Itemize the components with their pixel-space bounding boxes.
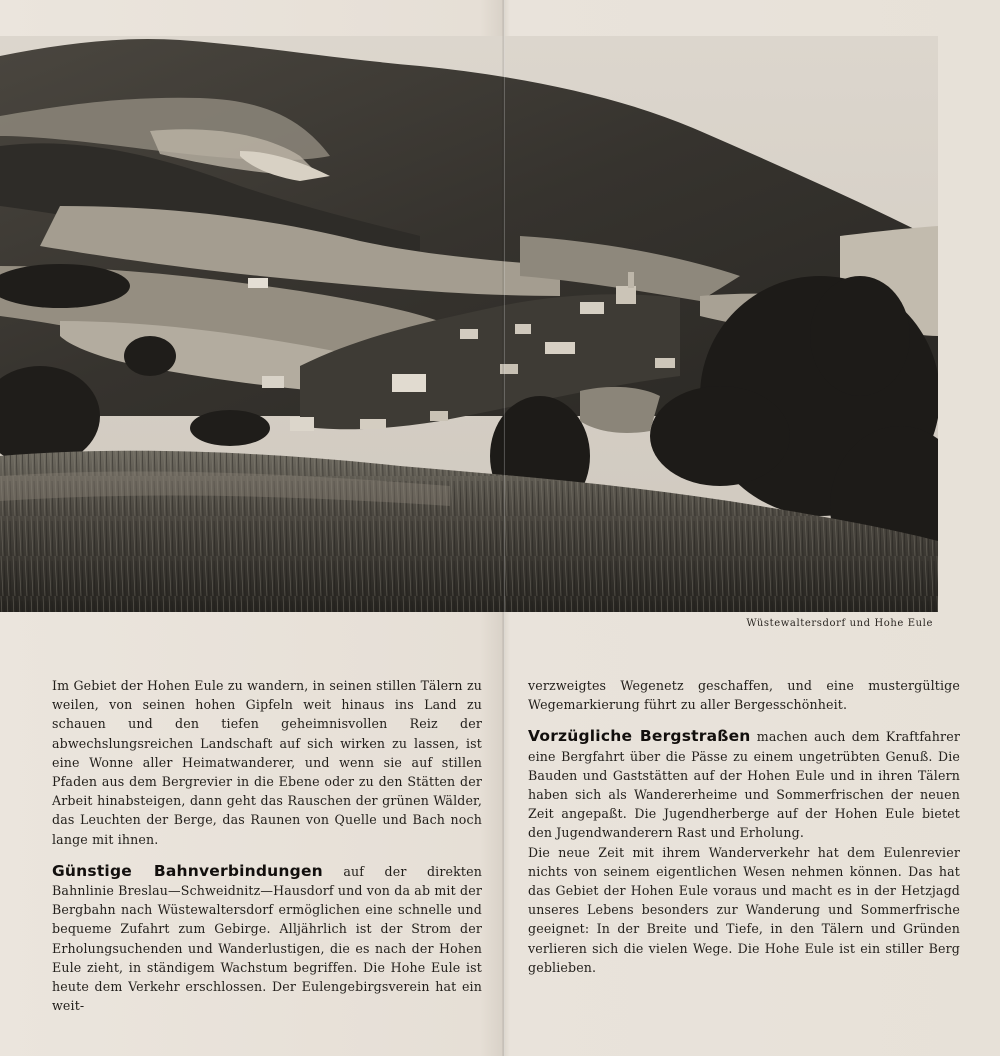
- landscape-photo: [0, 36, 938, 612]
- center-fold: [502, 0, 505, 1056]
- landscape-illustration: [0, 36, 938, 612]
- roads-text: machen auch dem Kraftfahrer eine Bergfahrt über die Pässe zu einem ungetrübten Genuß. Die Bauden und Gaststätten auf der Hohen Eule und in ihren Tälern haben sich als Wandererheime und Sommerfrischen der neuen Zeit angepaßt. Die Jugendherberge auf der Hohen Eule bietet den Jugendwanderern Rast und Erholung.: [528, 729, 960, 841]
- left-text-column: [52, 676, 482, 1015]
- continuation-paragraph: verzweigtes Wegenetz geschaffen, und eine mustergültige Wegemarkierung führt zu aller Bergesschönheit.: [528, 678, 960, 713]
- roads-paragraph: [528, 727, 960, 842]
- rail-paragraph: [52, 862, 482, 1016]
- photo-caption: Wüstewaltersdorf und Hohe Eule: [746, 618, 933, 629]
- closing-paragraph: Die neue Zeit mit ihrem Wanderverkehr hat dem Eulenrevier nichts von seinem eigentlichen Wesen nehmen können. Das hat das Gebiet der Hohen Eule voraus und macht es in der Hetzjagd unseres Lebens besonders zur Wanderung und Sommerfrische geeignet: In der Breite und Tiefe, in den Tälern und Gründen verlieren sich die vielen Wege. Die Hohe Eule ist ein stiller Berg geblieben.: [528, 844, 960, 975]
- roads-heading: Vorzügliche Bergstraßen: [528, 727, 751, 746]
- rail-heading: Günstige Bahnverbindungen: [52, 861, 323, 880]
- right-text-column: [528, 676, 960, 977]
- rail-text: auf der direkten Bahnlinie Breslau—Schweidnitz—Hausdorf und von da ab mit der Bergbahn nach Wüstewaltersdorf ermöglichen eine schnelle und bequeme Zufahrt zum Gebirge. Alljährlich ist der Strom der Erholungsuchenden und Wanderlustigen, die es nach der Hohen Eule zieht, in ständigem Wachstum begriffen. Die Hohe Eule ist heute dem Verkehr erschlossen. Der Eulengebirgsverein hat ein weit-: [52, 863, 482, 1014]
- intro-paragraph: Im Gebiet der Hohen Eule zu wandern, in seinen stillen Tälern zu weilen, von seinen hohen Gipfeln weit hinaus ins Land zu schauen und den tiefen geheimnisvollen Reiz der abwechslungsreichen Landschaft auf sich wirken zu lassen, ist eine Wonne aller Heimatwanderer, und wenn sie auf stillen Pfaden aus dem Bergrevier in die Ebene oder zu den Stätten der Arbeit hinabsteigen, dann geht das Rauschen der grünen Wälder, das Leuchten der Berge, das Raunen von Quelle und Bach noch lange mit ihnen.: [52, 678, 482, 847]
